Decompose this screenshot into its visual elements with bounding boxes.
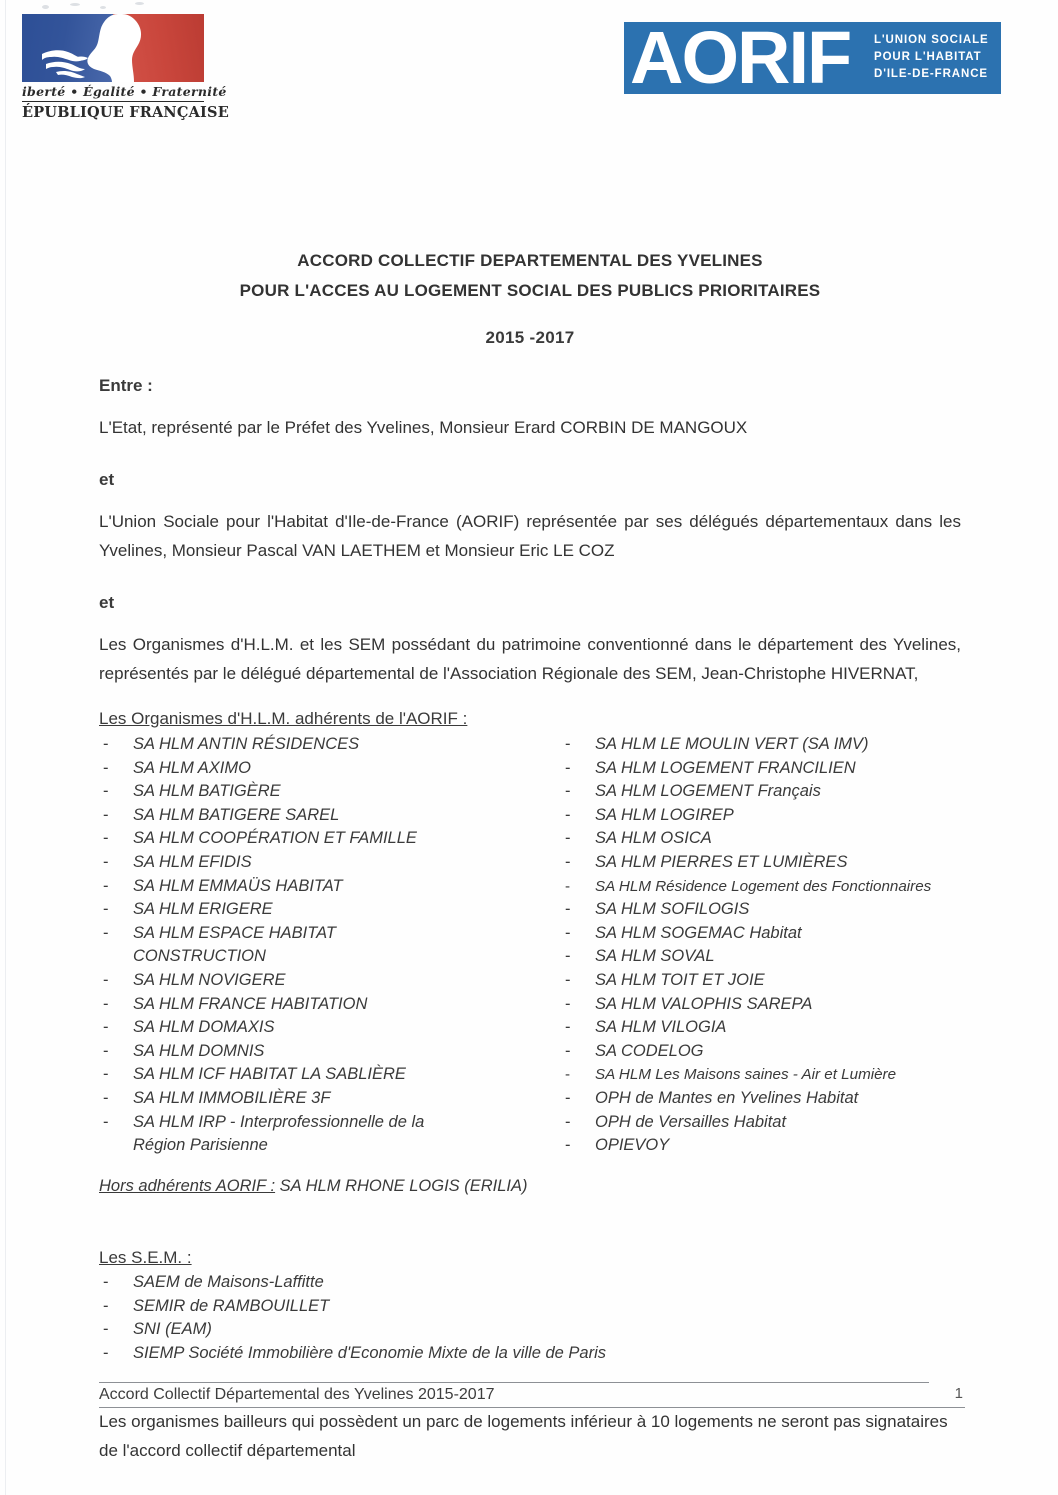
hlm-left-item [99, 1016, 549, 1040]
logo-divider [22, 101, 204, 102]
list-dash-marker: - [565, 1018, 571, 1037]
hlm-left-item [99, 922, 549, 946]
scan-speck [100, 6, 106, 9]
hlm-left-item [99, 1063, 549, 1087]
list-dash-marker: - [103, 1041, 109, 1060]
hlm-left-item [99, 804, 549, 828]
hlm-left-item [99, 993, 549, 1017]
sem-item-label: SEMIR de RAMBOUILLET [133, 1296, 330, 1315]
hlm-right-item [561, 780, 961, 804]
sem-item [99, 1342, 961, 1366]
hlm-right-item-label: OPH de Mantes en Yvelines Habitat [595, 1088, 859, 1107]
hlm-right-item-label: SA HLM LOGEMENT FRANCILIEN [595, 758, 856, 777]
hlm-organizations-columns [99, 733, 961, 1153]
hlm-right-item-label: SA HLM LOGIREP [595, 805, 734, 824]
hlm-left-item-label: SA HLM IRP - Interprofessionnelle de la [133, 1112, 425, 1131]
party-state-paragraph: L'Etat, représenté par le Préfet des Yvelines, Monsieur Erard CORBIN DE MANGOUX [99, 418, 748, 437]
aorif-tagline-line-2: POUR L'HABITAT [874, 51, 982, 63]
hlm-left-list [99, 733, 549, 1158]
list-dash-marker: - [103, 758, 109, 777]
aorif-wordmark-text: AORIF [630, 22, 851, 94]
hlm-left-item-label: SA HLM COOPÉRATION ET FAMILLE [133, 829, 417, 848]
hlm-left-item-label: SA HLM ICF HABITAT LA SABLIÈRE [133, 1065, 406, 1084]
hlm-right-item [561, 1040, 961, 1064]
hlm-right-item-label: OPH de Versailles Habitat [595, 1112, 787, 1131]
list-dash-marker: - [103, 900, 109, 919]
sem-item [99, 1295, 961, 1319]
et-label-1: et [99, 470, 115, 489]
hlm-right-item-label: SA HLM Les Maisons saines - Air et Lumière [595, 1066, 897, 1084]
french-flag-marianne-icon [22, 14, 204, 82]
hors-adherents-value: SA HLM RHONE LOGIS (ERILIA) [275, 1177, 528, 1195]
list-dash-marker: - [565, 1088, 571, 1107]
sem-item-label: SAEM de Maisons-Laffitte [133, 1273, 324, 1291]
page-number: 1 [954, 1385, 963, 1402]
hlm-right-item [561, 757, 961, 781]
list-dash-marker: - [103, 1320, 109, 1339]
hlm-left-item [99, 1111, 549, 1135]
hlm-right-item-label: SA HLM PIERRES ET LUMIÈRES [595, 852, 848, 871]
document-title [99, 246, 961, 306]
hlm-left-item-label: SA HLM ERIGERE [133, 900, 273, 919]
page-footer [99, 1382, 965, 1408]
hlm-right-item [561, 993, 961, 1017]
list-dash-marker: - [565, 852, 571, 871]
hlm-right-item [561, 733, 961, 757]
list-dash-marker: - [103, 805, 109, 824]
hlm-left-item [99, 1040, 549, 1064]
hlm-left-item [99, 1087, 549, 1111]
hlm-left-item-label: SA HLM DOMAXIS [133, 1018, 275, 1037]
hlm-right-item [561, 1087, 961, 1111]
list-dash-marker: - [565, 1112, 571, 1131]
aorif-logo [624, 22, 1001, 94]
list-dash-marker: - [103, 923, 109, 942]
list-dash-marker: - [103, 1088, 109, 1107]
sem-item-label: SIEMP Société Immobilière d'Economie Mixte de la ville de Paris [133, 1343, 606, 1362]
list-dash-marker: - [565, 1136, 571, 1155]
hlm-left-item [99, 898, 549, 922]
marianne-profile-icon [22, 14, 204, 82]
list-dash-marker: - [565, 805, 571, 824]
hlm-left-column [99, 733, 549, 1158]
aorif-tagline-line-1: L'UNION SOCIALE [874, 34, 989, 46]
hlm-left-item-label: SA HLM DOMNIS [133, 1041, 265, 1060]
list-dash-marker: - [103, 970, 109, 989]
footer-rule-bottom [99, 1407, 965, 1408]
hlm-left-item [99, 1134, 549, 1158]
sem-list [99, 1271, 961, 1365]
et-label-2: et [99, 593, 115, 612]
hlm-right-list [561, 733, 961, 1158]
aorif-tagline-line-3: D'ILE-DE-FRANCE [874, 68, 988, 80]
hlm-left-item [99, 875, 549, 899]
list-dash-marker: - [565, 1041, 571, 1060]
list-dash-marker: - [103, 994, 109, 1013]
republic-motto: iberté • Égalité • Fraternité [22, 84, 227, 99]
hlm-left-item [99, 733, 549, 757]
hlm-right-item-label: SA HLM VALOPHIS SAREPA [595, 994, 813, 1013]
hlm-right-item [561, 851, 961, 875]
hlm-right-item [561, 1016, 961, 1040]
sem-item [99, 1271, 961, 1295]
hlm-left-item-label: SA HLM FRANCE HABITATION [133, 994, 368, 1013]
list-dash-marker: - [103, 1343, 109, 1362]
hlm-right-item-label: SA HLM TOIT ET JOIE [595, 970, 765, 989]
list-dash-marker: - [565, 877, 571, 895]
list-dash-marker: - [565, 829, 571, 848]
list-dash-marker: - [565, 758, 571, 777]
list-dash-marker: - [103, 876, 109, 895]
list-dash-marker: - [103, 1112, 109, 1131]
title-line-1: ACCORD COLLECTIF DEPARTEMENTAL DES YVELINES [297, 251, 763, 270]
hlm-right-item-label: SA HLM LE MOULIN VERT (SA IMV) [595, 735, 869, 753]
hlm-left-item-label: Région Parisienne [133, 1136, 268, 1155]
hlm-right-item-label: SA CODELOG [595, 1041, 704, 1060]
list-dash-marker: - [565, 970, 571, 989]
hlm-left-item-label: SA HLM BATIGÈRE [133, 782, 281, 801]
hlm-right-item [561, 1063, 961, 1087]
republique-francaise-logo [22, 14, 229, 121]
hlm-right-item [561, 945, 961, 969]
closing-paragraph: Les organismes bailleurs qui possèdent un parc de logements inférieur à 10 logements ne seront pas signataires de l'accord collectif départemental [99, 1412, 948, 1461]
footer-row [99, 1383, 965, 1407]
hors-adherents-label: Hors adhérents AORIF : [99, 1177, 276, 1195]
list-dash-marker: - [103, 1273, 109, 1291]
party-aorif-paragraph: L'Union Sociale pour l'Habitat d'Ile-de-France (AORIF) représentée par ses délégués départementaux dans les Yvelines, Monsieur Pascal VAN LAETHEM et Monsieur Eric LE COZ [99, 512, 961, 560]
hlm-left-item-label: SA HLM EFIDIS [133, 852, 252, 871]
hlm-right-item [561, 969, 961, 993]
list-dash-marker: - [103, 1065, 109, 1084]
scan-speck [135, 2, 144, 5]
hlm-left-item-label: CONSTRUCTION [133, 947, 266, 966]
sem-section-heading: Les S.E.M. : [99, 1248, 192, 1267]
hlm-left-item-label: SA HLM ESPACE HABITAT [133, 923, 336, 942]
hlm-right-item-label: SA HLM SOVAL [595, 947, 715, 966]
hlm-left-item [99, 827, 549, 851]
hlm-left-item-label: SA HLM AXIMO [133, 758, 251, 777]
hlm-right-item-label: OPIEVOY [595, 1136, 670, 1155]
list-dash-marker: - [103, 735, 109, 753]
hlm-left-item-label: SA HLM BATIGERE SAREL [133, 805, 340, 824]
hlm-left-item [99, 780, 549, 804]
list-dash-marker: - [565, 735, 571, 753]
hlm-right-item [561, 898, 961, 922]
hors-adherents-line [99, 1177, 961, 1196]
hlm-right-item-label: SA HLM SOGEMAC Habitat [595, 923, 802, 942]
hlm-left-item-label: SA HLM IMMOBILIÈRE 3F [133, 1088, 331, 1107]
hlm-right-item [561, 804, 961, 828]
list-dash-marker: - [565, 947, 571, 966]
list-dash-marker: - [103, 1296, 109, 1315]
list-dash-marker: - [103, 829, 109, 848]
hlm-left-item [99, 851, 549, 875]
sem-item [99, 1318, 961, 1342]
hlm-section-heading: Les Organismes d'H.L.M. adhérents de l'AORIF : [99, 709, 468, 728]
list-dash-marker: - [565, 994, 571, 1013]
hlm-right-item-label: SA HLM LOGEMENT Français [595, 782, 821, 801]
list-dash-marker: - [103, 1018, 109, 1037]
list-dash-marker: - [103, 782, 109, 801]
hlm-right-item [561, 922, 961, 946]
hlm-left-item [99, 969, 549, 993]
hlm-right-item-label: SA HLM VILOGIA [595, 1018, 727, 1037]
aorif-wordmark-block [624, 22, 864, 94]
footer-note: Accord Collectif Départemental des Yvelines 2015-2017 [99, 1386, 495, 1403]
hlm-right-item [561, 827, 961, 851]
scan-speck [70, 3, 80, 6]
party-hlm-sem-paragraph: Les Organismes d'H.L.M. et les SEM possédant du patrimoine conventionné dans le département des Yvelines, représentés par le délégué départemental de l'Association Régionale des SEM, Jean-Christophe HIVERNAT, [99, 635, 961, 683]
list-dash-marker: - [103, 852, 109, 871]
aorif-tagline [864, 22, 1001, 94]
list-dash-marker: - [565, 782, 571, 801]
hlm-right-item-label: SA HLM SOFILOGIS [595, 900, 750, 919]
entre-label: Entre : [99, 376, 153, 395]
hlm-right-item-label: SA HLM OSICA [595, 829, 712, 848]
hlm-left-item [99, 757, 549, 781]
hlm-right-item-label: SA HLM Résidence Logement des Fonctionnaires [595, 877, 932, 895]
hlm-right-item [561, 875, 961, 899]
document-year-range: 2015 -2017 [485, 328, 575, 347]
scan-speck [42, 5, 49, 9]
document-body [99, 246, 961, 1482]
hlm-left-item-label: SA HLM ANTIN RÉSIDENCES [133, 735, 360, 753]
hlm-left-item-label: SA HLM NOVIGERE [133, 970, 286, 989]
hlm-right-column [561, 733, 961, 1158]
title-line-2: POUR L'ACCES AU LOGEMENT SOCIAL DES PUBLICS PRIORITAIRES [239, 281, 821, 300]
list-dash-marker: - [565, 1066, 571, 1084]
scan-edge-artifact [5, 0, 6, 1495]
hlm-left-item [99, 945, 549, 969]
republic-name: ÉPUBLIQUE FRANÇAISE [22, 104, 229, 121]
hlm-right-item [561, 1134, 961, 1158]
hlm-right-item [561, 1111, 961, 1135]
sem-item-label: SNI (EAM) [133, 1320, 212, 1339]
list-dash-marker: - [565, 900, 571, 919]
list-dash-marker: - [565, 923, 571, 942]
hlm-left-item-label: SA HLM EMMAÜS HABITAT [133, 876, 343, 895]
